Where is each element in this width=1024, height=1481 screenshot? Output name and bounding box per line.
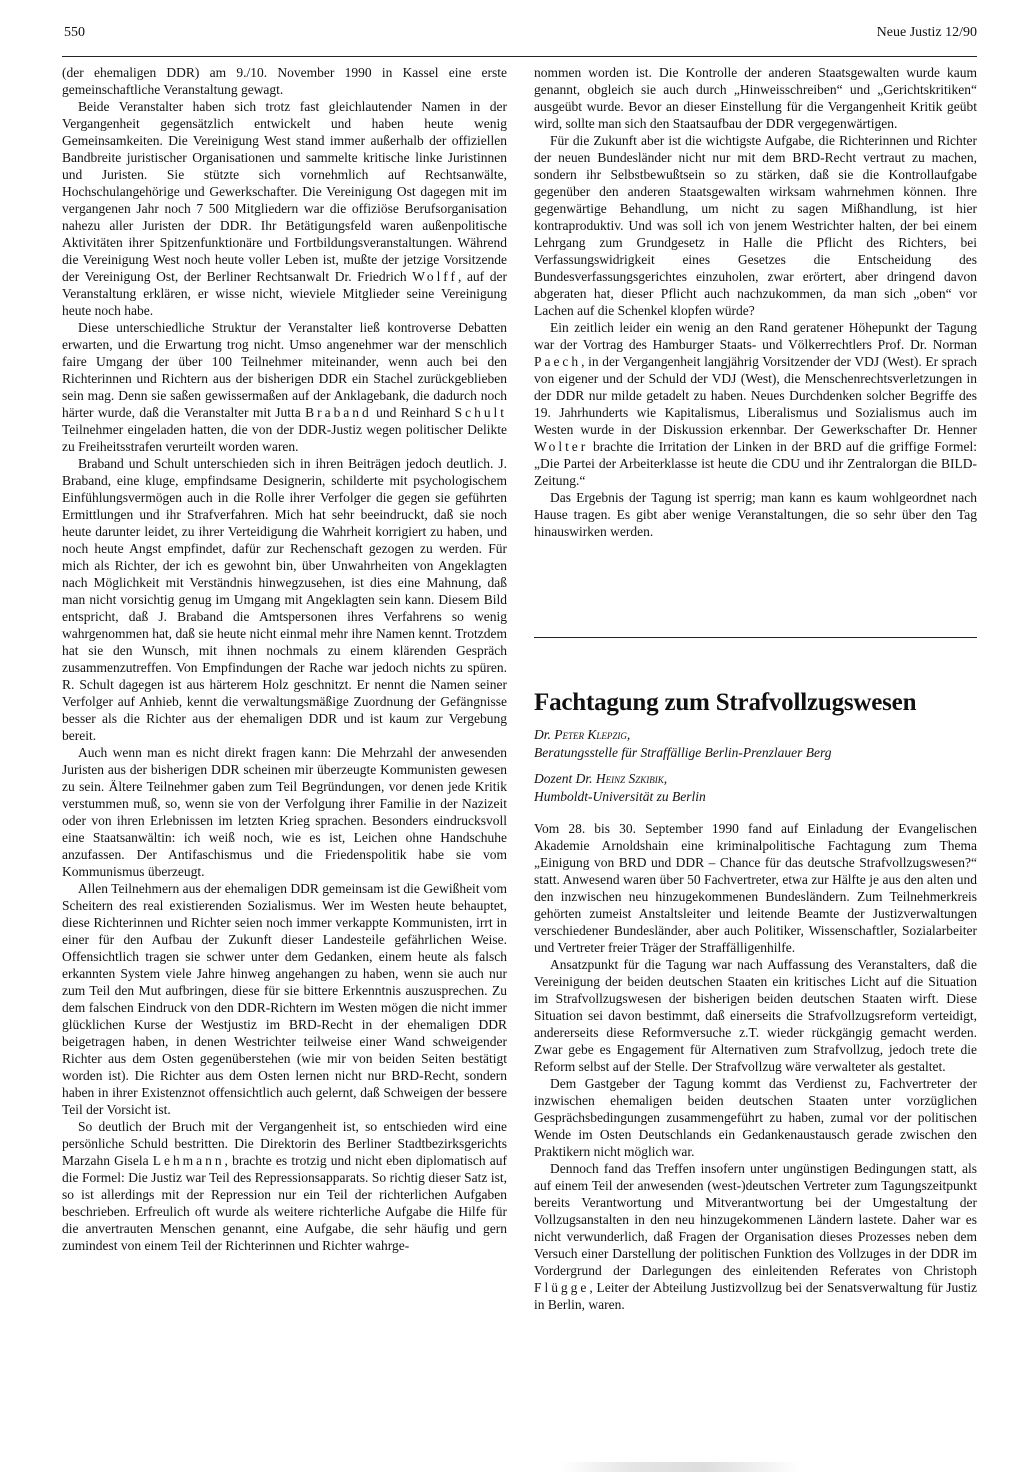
- paragraph: (der ehemaligen DDR) am 9./10. November 1990 in Kassel eine erste gemeinschaftliche Veranstaltung gewagt.: [62, 65, 507, 97]
- spaced-name: Wolter: [534, 439, 589, 454]
- journal-page: [62, 18, 977, 1463]
- page-number: 550: [64, 25, 85, 40]
- right-column: [534, 64, 977, 540]
- scan-artifact: [560, 1462, 800, 1472]
- page-header: [62, 18, 977, 57]
- author-affiliation: Beratungsstelle für Straffällige Berlin-Prenzlauer Berg: [534, 745, 832, 760]
- paragraph: Vom 28. bis 30. September 1990 fand auf Einladung der Evangelischen Akademie Arnoldshain eine kriminalpolitische Fachtagung zum Thema „Einigung von BRD und DDR – Chance für das deutsche Strafvollzugswesen?“ statt. Anwesend waren über 50 Fachvertreter, etwa zur Hälfte je aus den alten und den inzwischen neu hinzugekommenen Bundesländern. Zum Teilnehmerkreis gehörten zumeist Anstaltsleiter und leitende Beamte der Justizverwaltungen verschiedener Bundesländer, aber auch Politiker, Wissenschaftler, Sozialarbeiter und Vertreter freier Träger der Straffälligenhilfe.: [534, 821, 977, 955]
- paragraph: Dennoch fand das Treffen insofern unter ungünstigen Bedingungen statt, als auf einem Teil der anwesenden (west-)deutschen Vertreter zum Tagungszeitpunkt bereits Verantwortung und Mitverantwortung bei der Umgestaltung der Vollzugsanstalten in den neu hinzugekommenen Ländern lastete. Daher war es nicht verwunderlich, daß Fragen der Organisation dieses Prozesses neben dem Versuch einer Darstellung der politischen Funktion des Vollzuges in der DDR im Vordergrund der Darlegungen des einleitenden Referates von Christoph Flügge, Leiter der Abteilung Justizvollzug bei der Senatsverwaltung für Justiz in Berlin, waren.: [534, 1161, 977, 1312]
- author-block: [534, 770, 977, 806]
- spaced-name: Wolff: [412, 269, 458, 284]
- paragraph: nommen worden ist. Die Kontrolle der anderen Staatsgewalten wurde kaum genannt, obgleich sie auch durch „Hinweisschreiben“ und „Gerichtskritiken“ ausgeübt wurde. Bevor an dieser Einstellung für die Vergangenheit Kritik geübt wird, sollte man sich den Staatsaufbau der DDR vergegenwärtigen.: [534, 65, 977, 131]
- author-block: [534, 726, 977, 762]
- left-column: [62, 64, 507, 1254]
- paragraph: Ein zeitlich leider ein wenig an den Rand geratener Höhepunkt der Tagung war der Vortrag des Hamburger Staats- und Völkerrechtlers Prof. Dr. Norman Paech, in der Vergangenheit langjährig Vorsitzender der VDJ (West). Er sprach von eigener und der Schuld der VDJ (West), die Menschenrechtsverletzungen in der DDR nur milde getadelt zu haben. Neues Durchdenken solcher Begriffe des 19. Jahrhunderts wie Kapitalismus, Liberalismus und Sozialismus auch im Westen wurde in der Diskussion erkennbar. Der Gewerkschafter Dr. Henner Wolter brachte die Irritation der Linken in der BRD auf die griffige Formel: „Die Partei der Arbeiterklasse ist heute die CDU und ihr Zentralorgan die BILD-Zeitung.“: [534, 320, 977, 488]
- spaced-name: Braband: [305, 405, 372, 420]
- spaced-name: Lehmann: [152, 1153, 225, 1168]
- paragraph: So deutlich der Bruch mit der Vergangenheit ist, so entschieden wird eine persönliche Schuld bestritten. Die Direktorin des Berliner Stadtbezirksgerichts Marzahn Gisela Lehmann, brachte es trotzig und nicht eben diplomatisch auf die Formel: Die Justiz war Teil des Repressionsapparats. So richtig dieser Satz ist, so ist allerdings mit der Repression nur ein Teil der richterlichen Aufgaben beschrieben. Erfreulich oft wurde als weitere richterliche Aufgabe die Hilfe für die anvertrauten Menschen genannt, eine Aufgabe, die sehr häufig und gern zumindest von einem Teil der Richterinnen und Richter wahrge-: [62, 1119, 507, 1253]
- journal-issue: Neue Justiz 12/90: [876, 25, 977, 40]
- article-divider: [534, 637, 977, 638]
- paragraph: Beide Veranstalter haben sich trotz fast gleichlautender Namen in der Vergangenheit gegensätzlich entwickelt und haben heute wenig Gemeinsamkeiten. Die Vereinigung West stand immer außerhalb der offiziellen Bandbreite juristischer Organisationen und sammelte kritische linke Juristinnen und Juristen. Sie stützte sich vornehmlich auf Rechtsanwälte, Hochschulangehörige und Gewerkschafter. Die Vereinigung Ost dagegen mit im vergangenen Jahr noch 7 500 Mitgliedern war die offiziöse Berufsorganisation nahezu aller Juristen der DDR. Ihr Betätigungsfeld waren außenpolitische Aktivitäten ihrer Spitzenfunktionäre und Fortbildungsveranstaltungen. Während die Vereinigung West noch heute voller Leben ist, mußte der jetzige Vorsitzende der Vereinigung Ost, der Berliner Rechtsanwalt Dr. Friedrich Wolff, auf der Veranstaltung erklären, er wisse nicht, wieviele Mitglieder seine Vereinigung heute noch habe.: [62, 99, 507, 318]
- spaced-name: Flügge: [534, 1280, 590, 1295]
- author-affiliation: Humboldt-Universität zu Berlin: [534, 789, 706, 804]
- paragraph: Allen Teilnehmern aus der ehemaligen DDR gemeinsam ist die Gewißheit vom Scheitern des real existierenden Sozialismus. Wer im Westen heute behauptet, diese Richterinnen und Richter seien noch immer verkappte Kommunisten, irrt in einer für den Aufbau der Zukunft dieser Landesteile gefährlichen Weise. Offensichtlich tragen sie schwer unter dem Gedanken, einem heute als falsch erkannten System viele Jahre hinweg angehangen zu haben, wenn sie auch nur zum Teil den Mut aufbringen, diese für sie bittere Erkenntnis auszusprechen. Zu dem falschen Eindruck von den DDR-Richtern im Westen mögen die nicht immer glücklichen Kurse der Westjustiz im BRD-Recht in der ehemaligen DDR beigetragen haben, in denen Westrichter teilweise einer Wand schweigender Richter aus dem Osten gegenüberstehen (wie mir von beiden Seiten bestätigt worden ist). Die Richter aus dem Osten lernen nicht nur BRD-Recht, sondern haben in ihrer Existenznot offensichtlich auch gelernt, daß Schweigen der bessere Teil der Vorsicht ist.: [62, 881, 507, 1117]
- article-body: [534, 820, 977, 1313]
- article-fachtagung: [534, 688, 977, 1313]
- article-title: Fachtagung zum Strafvollzugswesen: [534, 689, 917, 716]
- paragraph: Braband und Schult unterschieden sich in ihren Beiträgen jedoch deutlich. J. Braband, eine kluge, empfindsame Designerin, schilderte mit psychologischem Einfühlungsvermögen auch in die Rolle ihrer Verfolger die gegen sie geführten Ermittlungen und ihr Strafverfahren. Mich hat sehr beeindruckt, daß sie noch heute darunter leidet, zu ihrer Verteidigung die Wahrheit korrigiert zu haben, und noch heute Angst empfindet, dafür zur Rechenschaft gezogen zu werden. Für mich als Richter, der ich es gewohnt bin, über Unwahrheiten von Angeklagten nach Möglichkeit mit Verständnis hinwegzusehen, ist dies eine Mahnung, daß man nicht vorsichtig genug im Umgang mit Angeklagten sein kann. Diesem Bild entspricht, daß J. Braband die Amtspersonen ihres Verfahrens so wenig wahrgenommen hat, daß sie heute nicht einmal mehr ihre Namen kennt. Trotzdem hat sie den Wunsch, mit ihnen nochmals zu einem klärenden Gespräch zusammenzutreffen. Von Empfindungen der Rache war jedoch nichts zu spüren. R. Schult dagegen ist aus härterem Holz geschnitzt. Er nennt die Namen seiner Verfolger auf Anhieb, kennt die verwaltungsmäßige Zuordnung der Gefängnisse besser als die Richter aus der ehemaligen DDR und ist kaum zur Vergebung bereit.: [62, 456, 507, 743]
- paragraph: Für die Zukunft aber ist die wichtigste Aufgabe, die Richterinnen und Richter der neuen Bundesländer nicht nur mit dem BRD-Recht vertraut zu machen, sondern ihr Selbstbewußtsein so zu stärken, daß sie die Kontrollaufgabe gegenüber den anderen Staatsgewalten wirksam wahrnehmen können. Ihre gegenwärtige Behandlung, um nicht zu sagen Mißhandlung, ist hier kontraproduktiv. Und was soll ich von jenem Westrichter halten, der bei einem Lehrgang zum Grundgesetz in Halle die Pflicht des Richters, bei Verfassungswidrigkeit eines Gesetzes die Entscheidung des Bundesverfassungsgerichtes einzuholen, zwar erörtert, aber dringend davon abgeraten hat, dieser Pflicht auch nachzukommen, da man sich „oben“ vor Lachen auf die Schenkel klopfen würde?: [534, 133, 977, 318]
- author-name: Dozent Dr. Heinz Szkibik,: [534, 771, 668, 786]
- spaced-name: Schult: [454, 405, 507, 420]
- spaced-name: Paech: [534, 354, 582, 369]
- author-name: Dr. Peter Klepzig,: [534, 727, 631, 742]
- paragraph: Ansatzpunkt für die Tagung war nach Auffassung des Veranstalters, daß die Vereinigung der beiden deutschen Staaten ein kritisches Licht auf die Situation im Strafvollzugswesen der bisherigen beiden deutschen Staaten wirft. Diese Situation sei davon bestimmt, daß einerseits die Strafvollzugsreform verteidigt, andererseits diese Reformversuche z.T. wieder rückgängig gemacht werden. Zwar gebe es Engagement für Alternativen zum Strafvollzug, jedoch trete die Reform selbst auf der Stelle. Der Strafvollzug wäre verwalteter als gestaltet.: [534, 957, 977, 1074]
- paragraph: Auch wenn man es nicht direkt fragen kann: Die Mehrzahl der anwesenden Juristen aus der bisherigen DDR scheinen mir überzeugte Kommunisten gewesen zu sein. Ältere Teilnehmer gaben zum Teil Begründungen, vor denen jede Kritik verstummen muß, so, wenn sie von der Verfolgung ihrer Familie in der Nazizeit oder von ihren Erlebnissen im letzten Krieg sprachen. Besonders eindrucksvoll eine Staatsanwältin: ich weiß noch, wie es ist, Leichen ohne Handschuhe anzufassen. Der Antifaschismus und die Friedenspolitik habe sie vom Kommunismus überzeugt.: [62, 745, 507, 879]
- paragraph: Dem Gastgeber der Tagung kommt das Verdienst zu, Fachvertreter der inzwischen ehemaligen beiden deutschen Staaten unter vorzüglichen Gesprächsbedingungen zusammengeführt zu haben, zumal vor der politischen Wende im Osten Deutschlands ein Gedankenaustausch gerade zwischen den Praktikern nicht möglich war.: [534, 1076, 977, 1159]
- paragraph: Das Ergebnis der Tagung ist sperrig; man kann es kaum wohlgeordnet nach Hause tragen. Es gibt aber wenige Veranstaltungen, die so sehr über den Tag hinauswirken werden.: [534, 490, 977, 539]
- paragraph: Diese unterschiedliche Struktur der Veranstalter ließ kontroverse Debatten erwarten, und die Erwartung trog nicht. Umso angenehmer war der menschlich faire Umgang der über 100 Teilnehmer miteinander, wenn auch bei den Richterinnen und Richtern aus der bisherigen DDR ein Stachel zurückgeblieben sein mag. Denn sie saßen gewissermaßen auf der Anklagebank, die dadurch noch härter wurde, daß die Veranstalter mit Jutta Braband und Reinhard Schult Teilnehmer eingeladen hatten, die von der DDR-Justiz wegen politischer Delikte zu Freiheitsstrafen verurteilt worden waren.: [62, 320, 507, 454]
